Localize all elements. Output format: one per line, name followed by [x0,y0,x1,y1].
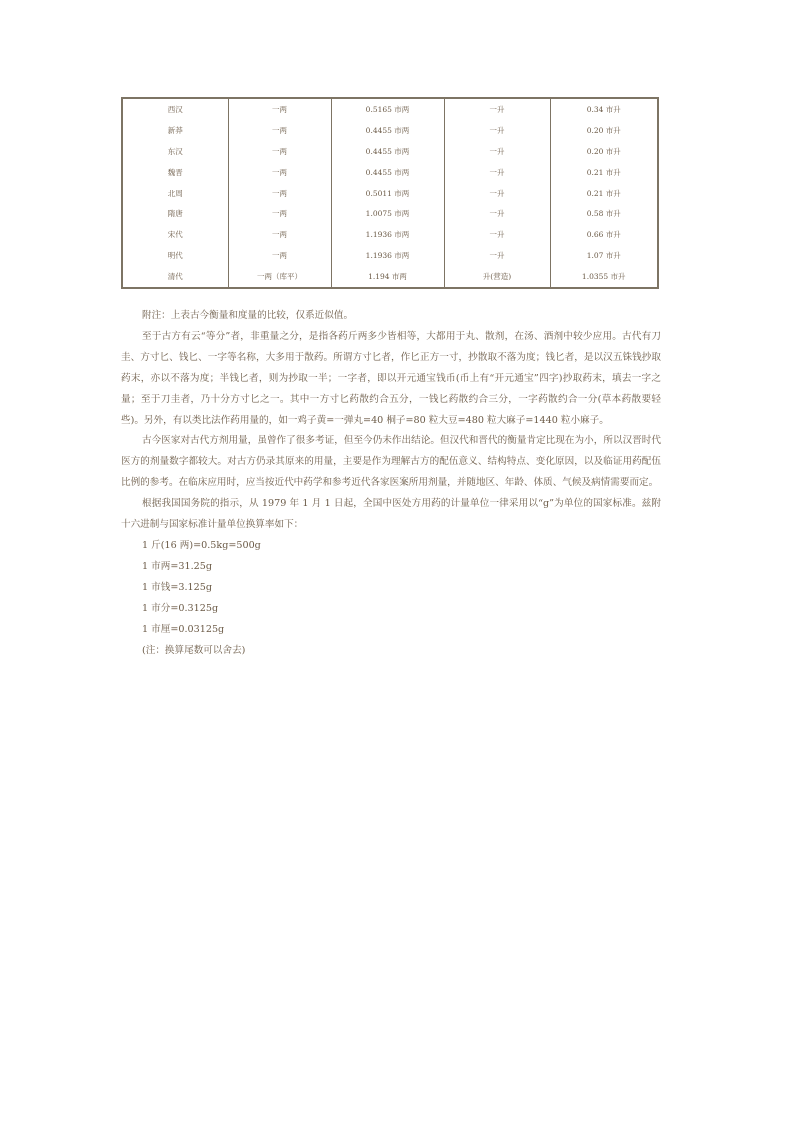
paragraph-ancient-dosage: 古今医家对古代方剂用量，虽曾作了很多考证，但至今仍未作出结论。但汉代和晋代的衡量肯定比现在为小，所以汉晋时代医方的剂量数字都较大。对古方仍录其原来的用量，主要是作为理解古方的配伍意义、结构特点、变化原因，以及临证用药配伍比例的参考。在临床应用时，应当按近代中药学和参考近代各家医案所用剂量，并随地区、年龄、体质、气候及病情需要而定。 [121,435,661,489]
table-cell: 1.0355 市升 [550,266,658,288]
table-cell: 一两 [228,98,331,120]
table-cell: 0.66 市升 [550,224,658,245]
conversion-line: 1 市钱=3.125g [142,581,212,593]
table-row [122,245,658,266]
table-row [122,224,658,245]
table-cell: 一两 [228,245,331,266]
table-cell: 1.07 市升 [550,245,658,266]
table-cell: 1.1936 市两 [331,224,444,245]
table-row [122,98,658,120]
table-cell: 隋唐 [122,203,228,224]
table-cell: 一升 [444,183,550,204]
table-cell: 一两 [228,162,331,183]
table-cell: 0.5165 市两 [331,98,444,120]
table-note: 附注：上表古今衡量和度量的比较，仅系近似值。 [142,310,354,321]
table-cell: 一升 [444,98,550,120]
table-cell: 一两 [228,120,331,141]
table-cell: 0.58 市升 [550,203,658,224]
table-cell: 一两 [228,183,331,204]
conversion-line: 1 斤(16 两)=0.5kg=500g [142,539,261,551]
ancient-measures-table [121,97,659,289]
table-cell: 一升 [444,141,550,162]
table-cell: 一升 [444,203,550,224]
table-cell: 一两 [228,203,331,224]
table-cell: 一两 [228,141,331,162]
table-cell: 0.5011 市两 [331,183,444,204]
table-body [122,98,658,288]
conversion-line: 1 市分=0.3125g [142,602,219,614]
table-row [122,203,658,224]
table-cell: 0.21 市升 [550,183,658,204]
table-cell: 升(营造) [444,266,550,288]
table-cell: 0.4455 市两 [331,162,444,183]
table-cell: 西汉 [122,98,228,120]
table-cell: 一升 [444,245,550,266]
table-cell: 北周 [122,183,228,204]
table-cell: 0.4455 市两 [331,141,444,162]
table-cell: 一两 [228,224,331,245]
conversion-line: 1 市厘=0.03125g [142,623,225,635]
table-cell: 1.1936 市两 [331,245,444,266]
table-cell: 0.20 市升 [550,141,658,162]
table-cell: 魏晋 [122,162,228,183]
table-row [122,141,658,162]
table-cell: 1.0075 市两 [331,203,444,224]
table-cell: 宋代 [122,224,228,245]
table-cell: 0.20 市升 [550,120,658,141]
table-cell: 0.34 市升 [550,98,658,120]
table-cell: 东汉 [122,141,228,162]
conversion-line: 1 市两=31.25g [142,560,212,572]
conversion-note: (注：换算尾数可以舍去) [142,644,246,656]
table-cell: 新莽 [122,120,228,141]
table-cell: 0.21 市升 [550,162,658,183]
paragraph-national-standard: 根据我国国务院的指示，从 1979 年 1 月 1 日起，全国中医处方用药的计量单位一律采用以“g”为单位的国家标准。兹附十六进制与国家标准计量单位换算率如下： [121,498,661,531]
table-cell: 一升 [444,224,550,245]
paragraph-equal-parts: 至于古方有云“等分”者，非重量之分，是指各药斤两多少皆相等，大都用于丸、散剂，在汤、酒剂中较少应用。古代有刀圭、方寸匕、钱匕、一字等名称，大多用于散药。所谓方寸匕者，作匕正方一寸，抄散取不落为度；钱匕者，是以汉五铢钱抄取药末，亦以不落为度；半钱匕者，则为抄取一半；一字者，即以开元通宝钱币(币上有“开元通宝”四字)抄取药末，填去一字之量；至于刀圭者，乃十分方寸匕之一。其中一方寸匕药散约合五分，一钱匕药散约合三分，一字药散约合一分(草本药散要轻些)。另外，有以类比法作药用量的，如一鸡子黄=一弹丸=40 桐子=80 粒大豆=480 粒大麻子=1440 粒小麻子。 [121,330,661,426]
table-row [122,162,658,183]
table-cell: 一升 [444,162,550,183]
table-cell: 0.4455 市两 [331,120,444,141]
table-cell: 一升 [444,120,550,141]
table-row [122,266,658,288]
table-cell: 1.194 市两 [331,266,444,288]
table-row [122,183,658,204]
table-cell: 清代 [122,266,228,288]
table-cell: 明代 [122,245,228,266]
table-row [122,120,658,141]
body-text [121,306,661,661]
table-cell: 一两（库平） [228,266,331,288]
